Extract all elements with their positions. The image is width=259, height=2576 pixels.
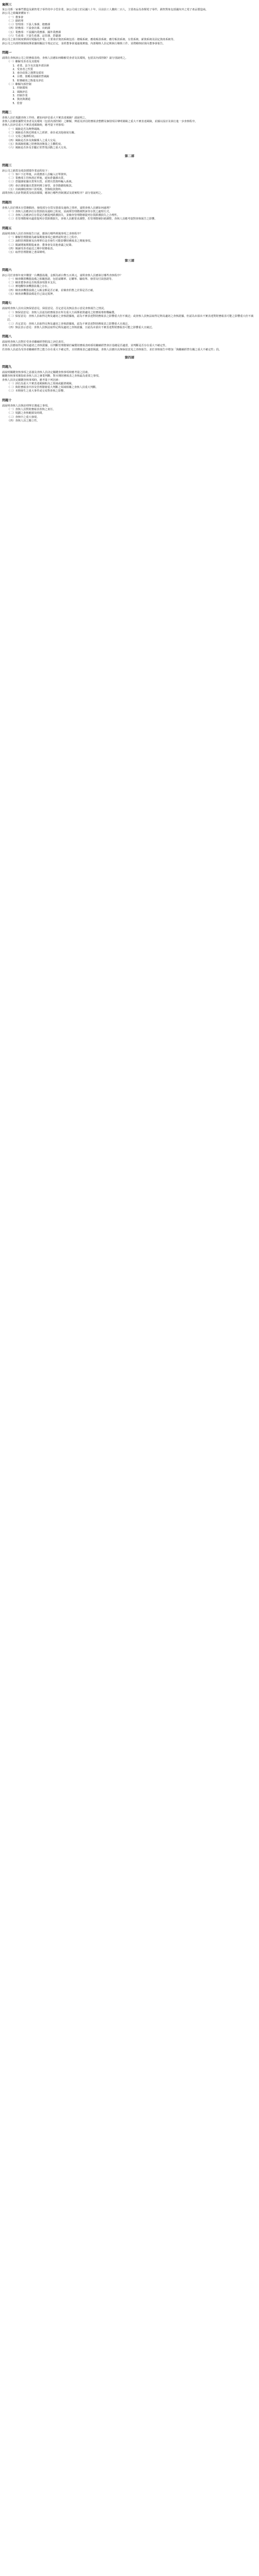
paragraph: 某公司係一家專門製造及銷售電子零件的中小型企業，該公司成立於民國八十年，目前員工人數約二百人，主要產品為各類電子零件，銷售對象包括國內外之電子產品製造商。 [2,8,208,11]
section-heading: 問題一 [2,50,12,55]
paragraph: （四）無法表示意見：查核人員無法取得足夠及適切之查核證據，且認為未偵出不實表達對財務報表可能之影響重大且廣泛。 [7,326,155,329]
paragraph: 3．控制作業 [7,94,28,97]
document-section [2,111,257,150]
paragraph: （二）檢查董事會是否核准該項資本支出。 [7,281,58,285]
section-heading: 問題二 [2,110,12,114]
document-section [2,365,257,394]
paragraph: （一）查核人員應評估存貨毀損及過時之程度，並詢問管理階層對該等存貨之處理方式。 [7,210,112,213]
paragraph: （三）閱讀期後期間股東會、董事會及其他會議之紀錄。 [7,243,74,247]
paragraph: （二）風險是否與近期重大之經濟、會計或其他發展有關。 [7,131,77,135]
paragraph: （一）瞭解受查者及其環境 [7,60,40,64]
section-heading: 問題七 [2,301,12,306]
document-section [2,155,257,159]
section-heading: 問題十 [2,398,12,402]
paragraph: 5．監督 [7,101,23,105]
part-heading: 第三部 [124,259,135,263]
part-heading: 第二部 [124,154,135,158]
paragraph: （五）出納課收到客戶款項後，登錄收款資料。 [7,188,63,191]
paragraph: 5．財務績效之衡量及評估 [7,79,44,82]
paragraph: 請說明關鍵查核事項之意義及查核人員決定關鍵查核事項時應考量之因素。 [2,371,91,374]
document-section [2,301,257,330]
paragraph: 2．受查者之性質 [7,67,33,71]
paragraph: 請說明查核人員於查核報告日前，應執行哪些期後事項之查核程序？ [2,232,83,235]
section-heading: 問題四 [2,200,12,205]
paragraph: 該公司於查核年度中購置一台機器設備，金額為新台幣五百萬元，請問查核人員應執行哪些查核程序？ [2,274,123,277]
paragraph: （四）風險是否涉及與關係人之重大交易。 [7,139,58,142]
paragraph: 該公司之銷貨及收款循環作業流程如下： [2,169,51,173]
document-section [2,201,257,222]
document-section [2,268,257,297]
paragraph: （二）總經理 [7,19,24,23]
document-title: 案例三 [2,3,12,7]
document-section [2,259,257,263]
paragraph: （三）倉儲課依據出貨單出貨，並將出貨資料輸入系統。 [7,180,74,184]
paragraph: 4．資訊與溝通 [7,98,30,101]
paragraph: （二）瞭解內部控制 [7,83,31,87]
paragraph: 若查核人員認為受查者繼續經營之能力存在重大不確定性，且財務報表已適當揭露，查核人員應出具無保留意見之查核報告，並於查核報告中增加「與繼續經營有關之重大不確定性」段。 [2,348,222,351]
paragraph: （四）閱讀受查者最近之期中財務報表。 [7,247,56,250]
paragraph: （一）無保留意見：查核人員認為財務報表在所有重大方面係依照適用之財務報導架構編製。 [7,311,117,314]
paragraph: 3．會計政策之選擇及採用 [7,72,44,75]
paragraph: 4．目標、策略及相關經營風險 [7,75,50,79]
paragraph: （五）檢查該機器設備是否已設定抵押。 [7,293,56,296]
paragraph: 該公司之內部控制制度係依據相關法令規定訂定，並經董事會通過後實施，內部稽核人員定期執行稽核工作，並將稽核結果向董事會報告。 [2,42,166,45]
section-heading: 問題六 [2,268,12,272]
paragraph: （六）生產部：下設生產課、品管課、倉儲課 [7,35,61,38]
paragraph: 查核人員評估重大不實表達風險時，應考量下列事項： [2,124,67,127]
document-section [2,227,257,255]
paragraph: （一）風險是否為舞弊風險。 [7,127,42,131]
paragraph: （一）檢查購置機器設備之相關憑證，包括請購單、訂購單、驗收單、發票及付款憑證等。 [7,277,115,281]
document-section [2,335,257,352]
paragraph: （二）詢問管理階層及治理單位是否發生可能影響財務報表之期後事項。 [7,240,93,243]
paragraph: （一）查核人員對財務報表查核之責任。 [7,408,56,412]
paragraph: 2．風險評估 [7,90,28,94]
paragraph: 請說明查核人員與治理單位溝通之事項。 [2,404,51,408]
paragraph: （一）瞭解管理階層為確保期後事項已被辨認所建立之程序。 [7,236,80,240]
paragraph: （四）財務部：下設會計課、出納課 [7,27,51,30]
paragraph: （二）與財務報表中涉及管理階層重大判斷之領域相關之查核人員重大判斷。 [7,386,99,389]
paragraph: （三）否定意見：查核人員取得足夠及適切之查核證據後，認為不實表達對財務報表之影響重大且廣泛。 [7,322,131,326]
part-heading: 第四部 [124,356,135,360]
paragraph: （四）查核人員之獨立性。 [7,419,40,422]
paragraph: 請問查核人員針對銷貨及收款循環，應執行哪些控制測試及證實程序？請分別說明之。 [2,192,104,195]
paragraph: 請說明查核人員對於受查者繼續經營假設之評估責任。 [2,341,67,344]
paragraph: 該公司之組織架構如下： [2,12,32,15]
paragraph: 查核人員於規劃查核工作時，應如何評估重大不實表達風險？請說明之。 [2,116,88,120]
paragraph: 1．控制環境 [7,87,28,90]
paragraph: （四）檢查該機器設備之入帳金額是否正確，並檢查折舊之計算是否正確。 [7,289,96,292]
paragraph: （二）查核人員應評估存貨是否應提列跌價損失，並檢查管理階層提列存貨跌價損失之合理性。 [7,214,120,217]
paragraph: （四）會計課依據出貨資料開立發票，並登錄應收帳款。 [7,184,74,188]
paragraph: （六）風險是否涉及非屬正常營業活動之重大交易。 [7,146,69,150]
paragraph: 查核人員決定關鍵查核事項時，應考量下列因素： [2,378,61,382]
paragraph: 1．產業、法令及其他外部因素 [7,64,50,67]
paragraph: （二）規劃之查核範圍及時間。 [7,412,45,415]
paragraph: （二）業務部主管核准訂單後，通知倉儲課出貨。 [7,177,67,180]
section-heading: 問題八 [2,335,12,339]
paragraph: （三）交易之複雜程度。 [7,135,37,139]
document-body [2,8,257,423]
document-section [2,51,257,106]
paragraph: （五）業務部：下設國內業務課、國外業務課 [7,30,61,34]
paragraph: 查核人員應依據對受查者及其環境（包括內部控制）之瞭解，辨認及評估財務報表整體及個別項目聲明層級之重大不實表達風險，並據以設計及執行進一步查核程序。 [2,120,198,124]
paragraph: 請問在查核該公司之財務報表時，查核人員應如何瞭解受查者及其環境，包括其內部控制？請分別說明之。 [2,56,128,60]
paragraph: （三）本期發生之重大事件或交易對查核之影響。 [7,389,67,393]
paragraph: （一）評估為重大不實表達風險較高之領域或顯著風險。 [7,382,74,385]
document-section [2,164,257,196]
paragraph: （一）董事會 [7,15,24,19]
paragraph: （二）保留意見：查核人員取得足夠及適切之查核證據後，認為不實表達對財務報表之影響重大但不廣泛；或查核人員無法取得足夠及適切之查核證據，但認為未偵出不實表達對財務報表可能之影響重大但不廣泛。 [7,314,254,322]
section-heading: 問題三 [2,163,12,167]
paragraph: 查核人員應取得足夠及適切之查核證據，以判斷管理階層於編製財務報表時採用繼續經營會計基礎是否適當，並判斷是否存在重大不確定性。 [2,344,168,348]
paragraph: （三）若管理階層未適當提列存貨跌價損失，查核人員應要求調整，若管理階層拒絕調整，查核人員應考量對查核報告之影響。 [7,217,157,221]
paragraph: （三）管理部：下設人事課、總務課 [7,23,51,27]
document-section [2,399,257,423]
section-heading: 問題九 [2,365,12,369]
paragraph: （三）實地觀察該機器設備之存在。 [7,285,51,289]
paragraph: 查核人員於期末存貨盤點時，發現部分存貨有毀損及過時之情形，請問查核人員應如何處理？ [2,206,112,210]
paragraph: 該公司之會計制度係採用電腦化作業，主要會計資訊系統包括：總帳系統、應收帳款系統、應付帳款系統、存貨系統、薪資系統及固定資產系統等。 [2,38,176,42]
paragraph: 請說明查核人員出具無保留意見、保留意見、否定意見及無法表示意見查核報告之情況。 [2,307,107,311]
document-section [2,356,257,360]
paragraph: 關鍵查核事項係指依查核人員之專業判斷，對本期財務報表之查核最為重要之事項。 [2,375,101,378]
paragraph: （一）客戶下訂單後，由業務部人員輸入訂單資料。 [7,173,69,176]
paragraph: （五）與風險相關之財務資訊衡量之主觀程度。 [7,142,63,146]
paragraph: （三）查核中之重大發現。 [7,415,40,419]
paragraph: （五）取得管理階層之書面聲明。 [7,251,47,255]
document-section [2,8,257,46]
section-heading: 問題五 [2,226,12,230]
